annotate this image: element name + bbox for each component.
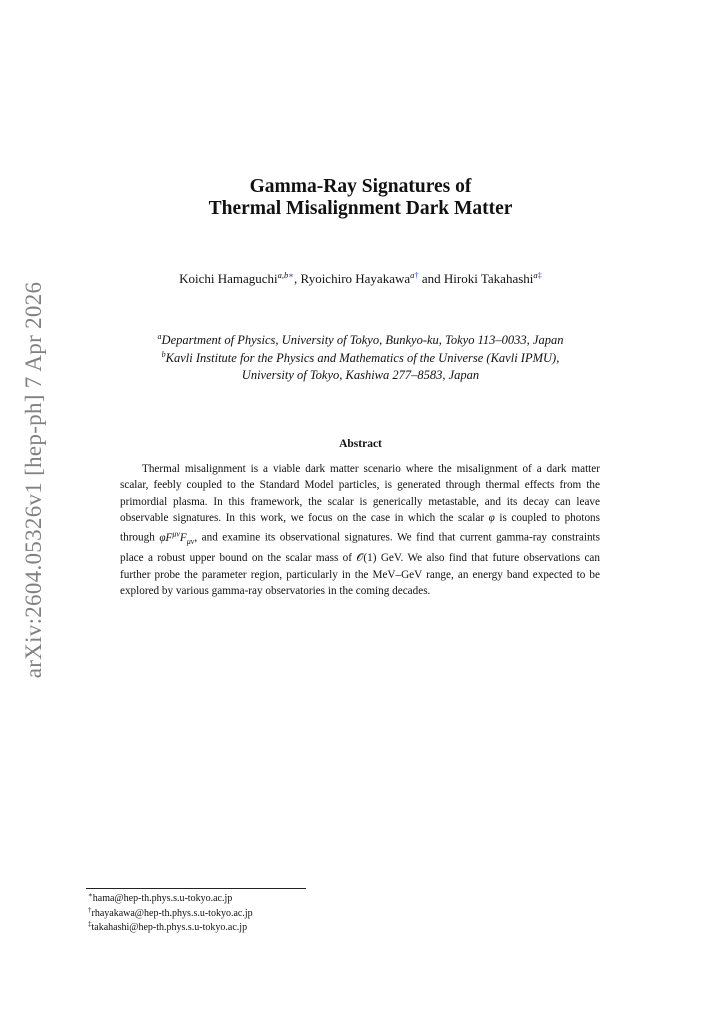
math-superscript: μν <box>172 529 180 539</box>
math-order: 𝒪(1) GeV <box>356 552 401 565</box>
math-symbol: φF <box>159 531 173 544</box>
footnote-link[interactable]: ∗ <box>288 270 295 280</box>
footnote-email[interactable]: takahashi@hep-th.phys.s.u-tokyo.ac.jp <box>91 922 248 933</box>
author-name: Ryoichiro Hayakawa <box>300 271 411 286</box>
author-separator: , <box>294 271 301 286</box>
math-symbol: F <box>179 531 187 544</box>
affiliation-mark: b <box>161 349 166 359</box>
affiliation-b-line-2: University of Tokyo, Kashiwa 277–8583, Japan <box>241 368 480 382</box>
footnote-link[interactable]: ‡ <box>537 270 542 280</box>
author-affiliation-mark: a,b∗ <box>277 270 295 280</box>
abstract-text <box>120 461 600 599</box>
abstract-segment: , and examine its observational signatures. We find that current gamma-ray constraints place a robust upper bound on the scalar mass of <box>120 531 600 565</box>
footnote-rule <box>86 888 306 889</box>
abstract-segment: is coupled to photons through <box>120 511 600 544</box>
abstract-segment: . We also find that future observations can further probe the parameter region, particularly in the MeV–GeV range, an energy band expected to be explored by various gamma-ray observatories in the coming decades. <box>120 552 600 598</box>
author-affiliation-mark: a† <box>410 270 419 280</box>
paper-title <box>0 176 721 220</box>
arxiv-identifier[interactable]: arXiv:2604.05326v1 [hep-ph] 7 Apr 2026 <box>21 281 46 679</box>
footnote-1 <box>88 892 253 907</box>
footnote-2 <box>88 907 253 922</box>
footnote-mark: ‡ <box>88 920 92 928</box>
affiliation-text: Department of Physics, University of Tokyo, Bunkyo-ku, Tokyo 113–0033, Japan <box>161 333 564 347</box>
title-line-1: Gamma-Ray Signatures of <box>249 176 472 197</box>
footnote-link[interactable]: † <box>414 270 419 280</box>
abstract-heading: Abstract <box>339 438 382 450</box>
footnotes <box>88 892 253 936</box>
author-list <box>0 270 721 288</box>
affiliation-text: Kavli Institute for the Physics and Mathematics of the Universe (Kavli IPMU), <box>165 350 560 365</box>
footnote-mark: † <box>88 905 92 914</box>
author-separator: and <box>418 271 444 286</box>
footnote-email[interactable]: rhayakawa@hep-th.phys.s.u-tokyo.ac.jp <box>91 907 253 919</box>
math-phi: φ <box>488 511 495 524</box>
math-coupling <box>159 529 195 547</box>
affiliation-a <box>0 332 721 350</box>
author-name: Hiroki Takahashi <box>443 271 534 286</box>
affiliation-mark: a <box>157 332 162 341</box>
author-name: Koichi Hamaguchi <box>179 271 278 286</box>
title-line-2: Thermal Misalignment Dark Matter <box>208 198 513 219</box>
footnote-3 <box>88 921 253 936</box>
abstract-segment: Thermal misalignment is a viable dark matter scenario where the misalignment of a dark matter scalar, feebly coupled to the Standard Model particles, is generated through thermal effects from the primordial plasma. In this framework, the scalar is generically metastable, and its decay can leave observable signatures. In this work, we focus on the case in which the scalar <box>120 463 600 524</box>
author-affiliation-mark: a‡ <box>533 270 542 280</box>
affiliations <box>0 332 721 385</box>
math-subscript: μν <box>186 537 195 547</box>
footnote-email[interactable]: hama@hep-th.phys.s.u-tokyo.ac.jp <box>92 893 233 904</box>
footnote-mark: ∗ <box>88 891 93 899</box>
affiliation-b <box>0 350 721 368</box>
